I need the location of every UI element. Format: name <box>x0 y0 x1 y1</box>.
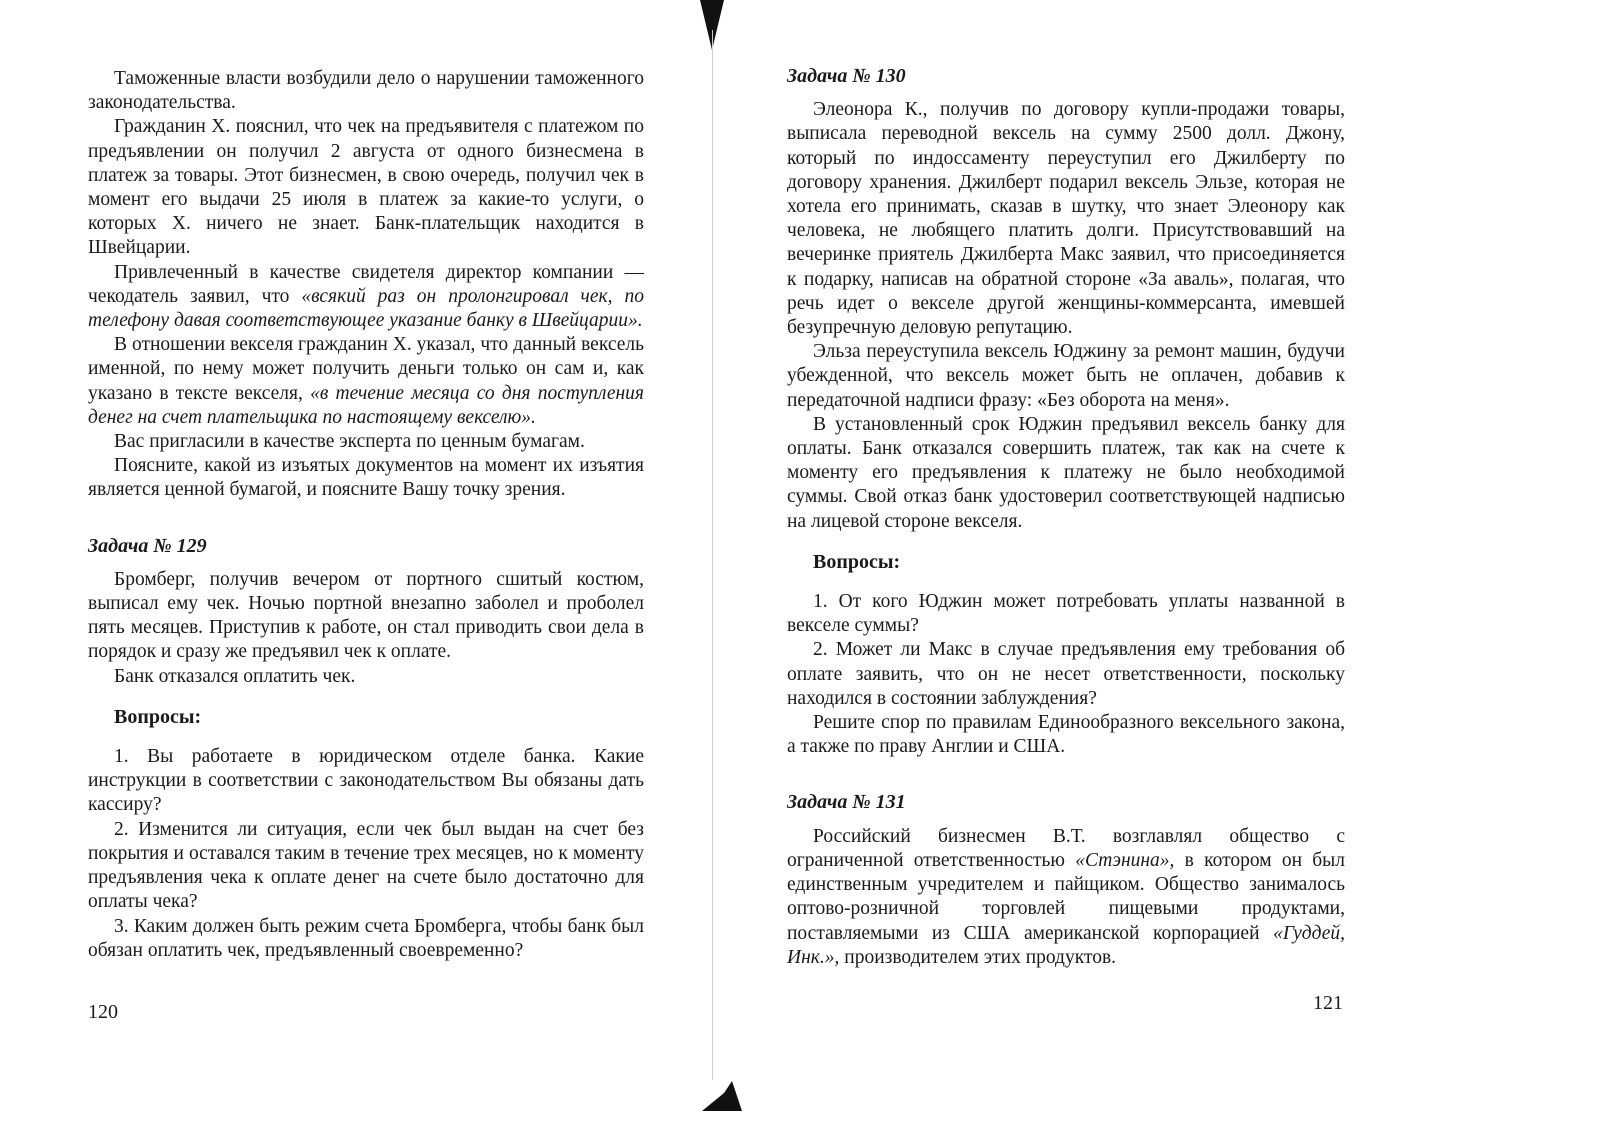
question-item: 1. От кого Юджин может потребовать уплаты названной в векселе суммы? <box>787 591 1345 637</box>
left-page-text <box>88 67 644 963</box>
paragraph-text: в котором он был единственным учредителем и пайщиком. Общество занималось оптово-розничной торговлей пищевыми продуктами, поставляемыми из США американской корпорацией <box>787 849 1345 944</box>
paragraph: Банк отказался оплатить чек. <box>114 665 356 687</box>
paragraph-text: В отношении векселя гражданин X. указал, что данный вексель именной, по нему может получить деньги только он сам и, как указано в тексте векселя, <box>88 334 644 404</box>
question-item: 2. Изменится ли ситуация, если чек был выдан на счет без покрытия и оставался таким в течение трех месяцев, но к моменту предъявления чека к оплате денег на счете было достаточно для оплаты чека? <box>88 818 644 913</box>
quote-text: «в течение месяца со дня поступления денег на счет плательщика по настоящему векселю». <box>88 382 644 428</box>
paragraph-text: Привлеченный в качестве свидетеля директор компании — чекодатель заявил, что <box>88 261 644 307</box>
paragraph-text: производителем этих продуктов. <box>839 946 1117 968</box>
task-130-title: Задача № 130 <box>787 65 906 87</box>
paragraph: Эльза переуступила вексель Юджину за ремонт машин, будучи убежденной, что вексель может быть не оплачен, добавив к передаточной надписи фразу: «Без оборота на меня». <box>787 341 1345 411</box>
question-item: 2. Может ли Макс в случае предъявления ему требования об оплате заявить, что он не несет ответственности, поскольку находился в состоянии заблуждения? <box>787 639 1345 709</box>
paragraph: Таможенные власти возбудили дело о нарушении таможенного законодательства. <box>88 68 644 114</box>
questions-heading: Вопросы: <box>813 550 901 573</box>
quote-text: «всякий раз он пролонгировал чек, по телефону давая соответствующее указание банку в Швейцарии». <box>88 285 645 332</box>
spine-line <box>712 30 713 1080</box>
paragraph: Элеонора К., получив по договору купли-продажи товары, выписала переводной вексель на сумму 2500 долл. Джону, который по индоссаменту переуступил его Джилберту по договору хранения. Джилберт подарил вексель Эльзе, которая не хотела его принимать, сказав в шутку, что знает Элеонору как человека, не любящего платить долги. Присутствовавший на вечеринке приятель Джилберта Макс заявил, что присоединяется к подарку, написав на обратной стороне «За аваль», полагая, что речь идет о векселе другой женщины-коммерсанта, имевшей безупречную деловую репутацию. <box>787 99 1345 339</box>
page-number: 120 <box>88 1001 118 1023</box>
question-item: 3. Каким должен быть режим счета Бромберга, чтобы банк был обязан оплатить чек, предъявленный своевременно? <box>88 915 644 961</box>
questions-heading: Вопросы: <box>114 705 202 728</box>
paragraph: Гражданин X. пояснил, что чек на предъявителя с платежом по предъявлении он получил 2 августа от одного бизнесмена в платеж за товары. Этот бизнесмен, в свою очередь, получил чек в момент его выдачи 25 июля в платеж за какие-то услуги, о которых X. ничего не знает. Банк-плательщик находится в Швейцарии. <box>88 116 644 259</box>
company-name: «Стэнина», <box>1075 849 1175 871</box>
book-spine <box>700 0 750 1131</box>
task-131-title: Задача № 131 <box>787 791 906 814</box>
page-number: 121 <box>1313 992 1343 1014</box>
company-name: «Гуддей, Инк.», <box>787 922 1345 968</box>
paragraph-text: Российский бизнесмен В.Т. возглавлял общество с ограниченной ответственностью <box>787 825 1345 871</box>
right-page-text <box>787 64 1345 970</box>
paragraph: Бромберг, получив вечером от портного сшитый костюм, выписал ему чек. Ночью портной внезапно заболел и проболел пять месяцев. Приступив к работе, он стал приводить свои дела в порядок и сразу же предъявил чек к оплате. <box>88 568 644 663</box>
paragraph <box>88 333 644 430</box>
question-item: 1. Вы работаете в юридическом отделе банка. Какие инструкции в соответствии с законодательством Вы обязаны дать кассиру? <box>88 746 644 816</box>
paragraph <box>88 261 644 334</box>
question-item: Решите спор по правилам Единообразного вексельного закона, а также по праву Англии и США. <box>787 712 1345 758</box>
paragraph: В установленный срок Юджин предъявил вексель банку для оплаты. Банк отказался совершить платеж, так как на счете к моменту его предъявления к платежу не было необходимой суммы. Свой отказ банк удостоверил соответствующей надписью на лицевой стороне векселя. <box>787 413 1345 532</box>
paragraph <box>787 825 1345 970</box>
task-129-title: Задача № 129 <box>88 534 207 557</box>
paragraph: Вас пригласили в качестве эксперта по ценным бумагам. <box>114 431 585 453</box>
spine-shadow-bottom <box>702 1081 742 1111</box>
paragraph: Поясните, какой из изъятых документов на момент их изъятия является ценной бумагой, и поясните Вашу точку зрения. <box>88 455 644 501</box>
